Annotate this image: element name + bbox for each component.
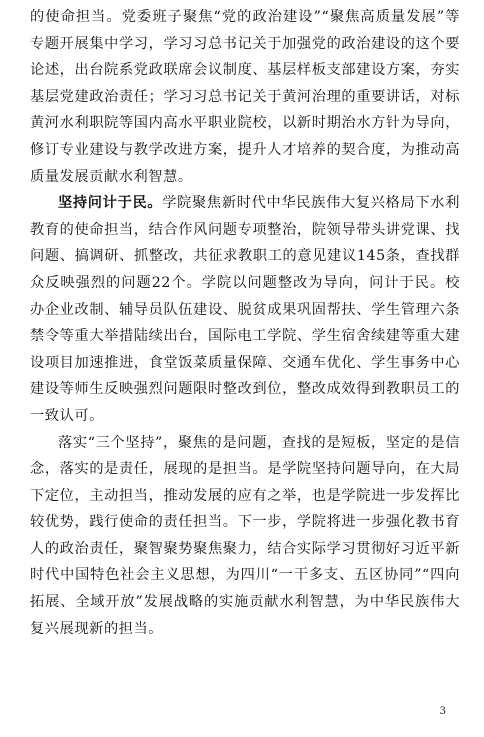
paragraph-3 <box>30 430 460 643</box>
paragraph-2-text: 学院聚焦新时代中华民族伟大复兴格局下水利教育的使命担当，结合作风问题专项整治，院领导带头讲党课、找问题、搞调研、抓整改，共征求教职工的意见建议145条，查找群众反映强烈的问题22个。学院以问题整改为导向，问计于民。校办企业改制、辅导员队伍建设、脱贫成果巩固帮扶、学生管理六条禁令等重大举措陆续出台，国际电工学院、学生宿舍续建等重大建设项目加速推进，食堂饭菜质量保障、交通车优化、学生事务中心建设等师生反映强烈问题限时整改到位，整改成效得到教职员工的一致认可。 <box>30 195 460 424</box>
paragraph-2-heading: 坚持问计于民。 <box>58 195 163 212</box>
paragraph-2 <box>30 190 460 429</box>
page-number: 3 <box>439 706 446 717</box>
paragraph-3-text: 落实“三个坚持”，聚焦的是问题，查找的是短板，坚定的是信念，落实的是责任，展现的是担当。是学院坚持问题导向，在大局下定位，主动担当，推动发展的应有之举，也是学院进一步发挥比较优势，践行使命的责任担当。下一步，学院将进一步强化教书育人的政治责任，聚智聚势聚焦聚力，结合实际学习贯彻好习近平新时代中国特色社会主义思想，为四川“一干多支、五区协同”“四向拓展、全域开放”发展战略的实施贡献水利智慧，为中华民族伟大复兴展现新的担当。 <box>30 434 460 637</box>
paragraph-1-text: 的使命担当。党委班子聚焦“党的政治建设”“聚焦高质量发展”等专题开展集中学习，学习习总书记关于加强党的政治建设的这个要论述，出台院系党政联席会议制度、基层样板支部建设方案，夯实基层党建政治责任；学习习总书记关于黄河治理的重要讲话，对标黄河水利职院等国内高水平职业院校，以新时期治水方针为导向，修订专业建设与教学改进方案，提升人才培养的契合度，为推动高质量发展贡献水利智慧。 <box>30 9 460 185</box>
paragraph-1 <box>30 4 460 190</box>
document-body <box>30 4 460 642</box>
